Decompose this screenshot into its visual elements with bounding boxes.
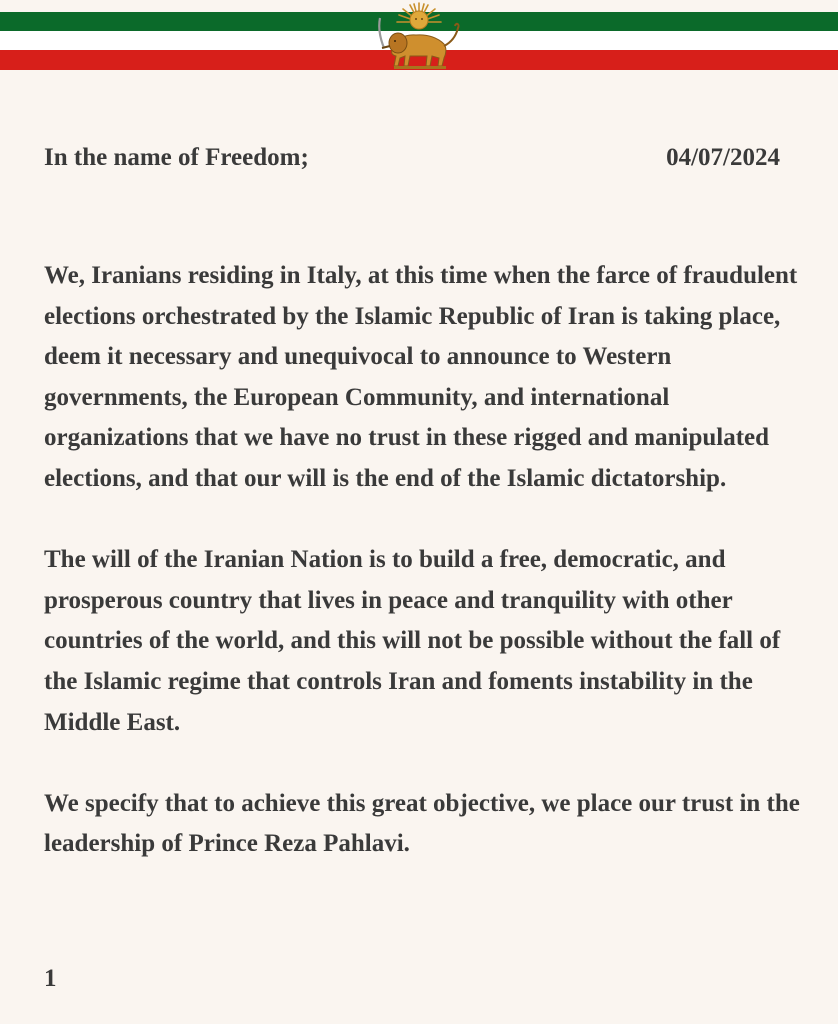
page-number: 1 <box>44 965 57 992</box>
letter-header <box>44 141 780 175</box>
salutation: In the name of Freedom; <box>44 144 309 171</box>
paragraph: The will of the Iranian Nation is to build a free, democratic, and prosperous country that lives in peace and tranquility with other countries of the world, and this will not be possible without the fall of the Islamic regime that controls Iran and foments instability in the Middle East. <box>44 546 781 736</box>
letter-date: 04/07/2024 <box>666 144 780 171</box>
letter-body <box>44 256 800 906</box>
paragraph: We specify that to achieve this great objective, we place our trust in the leadership of Prince Reza Pahlavi. <box>44 789 800 858</box>
lion-and-sun-icon <box>372 0 466 72</box>
paragraph: We, Iranians residing in Italy, at this time when the farce of fraudulent elections orchestrated by the Islamic Republic of Iran is taking place, deem it necessary and unequivocal to announce to Western governments, the European Community, and international organizations that we have no trust in these rigged and manipulated elections, and that our will is the end of the Islamic dictatorship. <box>44 262 798 492</box>
